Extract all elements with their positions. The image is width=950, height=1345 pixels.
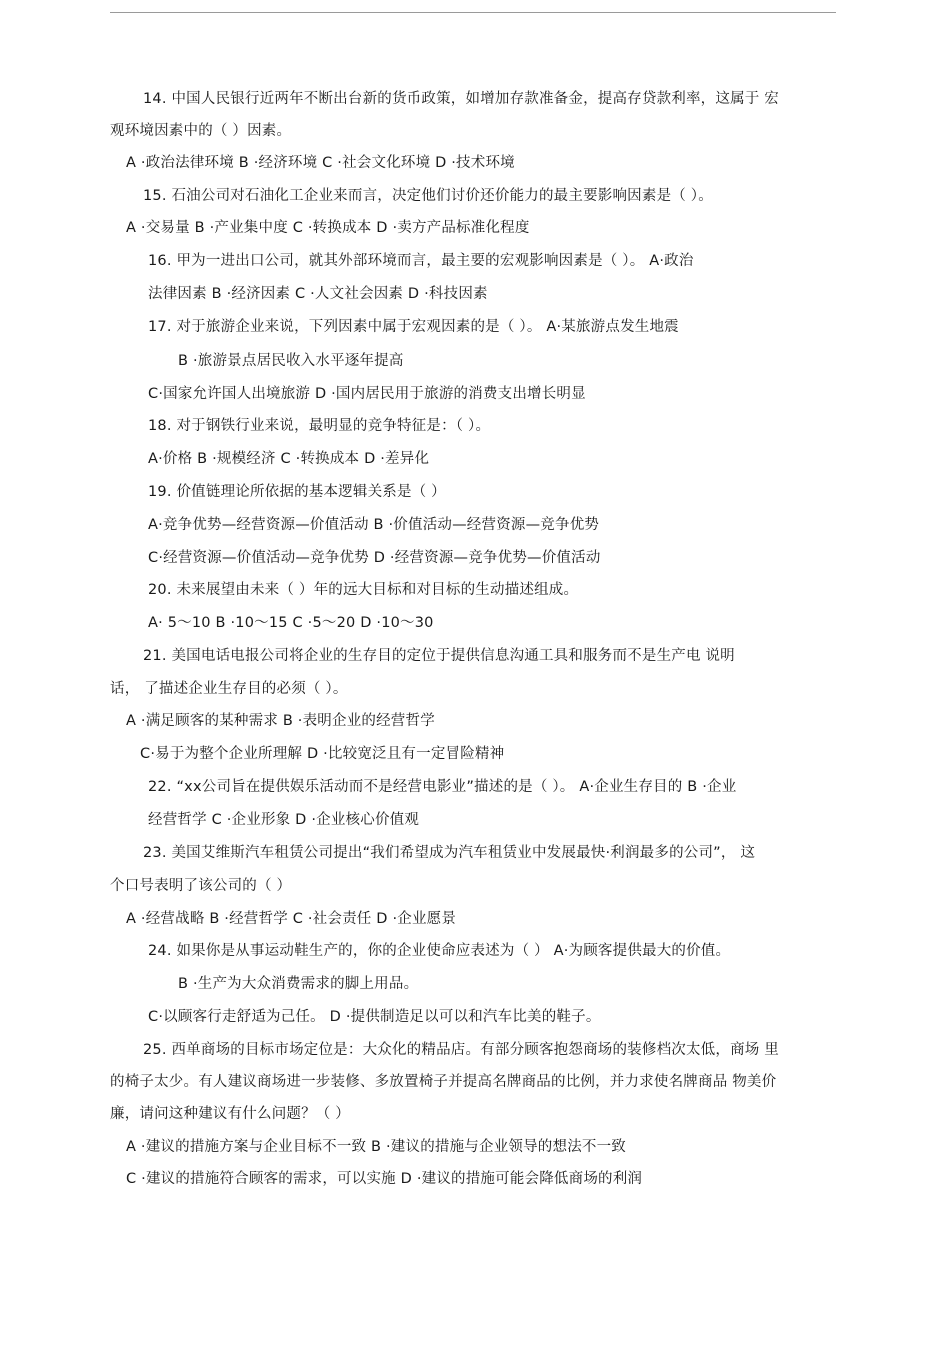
q21-line-1: 21. 美国电话电报公司将企业的生存目的定位于提供信息沟通工具和服务而不是生产电 说明 — [143, 648, 735, 664]
q18-line-1: 18. 对于钢铁行业来说，最明显的竞争特征是：（ ）。 — [148, 418, 491, 434]
q25-line-3: 廉，请问这种建议有什么问题？（ ） — [110, 1106, 351, 1122]
q17-options-cd: C·国家允许国人出境旅游 D ·国内居民用于旅游的消费支出增长明显 — [148, 386, 586, 402]
q25-options-cd: C ·建议的措施符合顾客的需求，可以实施 D ·建议的措施可能会降低商场的利润 — [126, 1171, 643, 1187]
q14-options: A ·政治法律环境 B ·经济环境 C ·社会文化环境 D ·技术环境 — [126, 155, 515, 171]
q16-line-2: 法律因素 B ·经济因素 C ·人文社会因素 D ·科技因素 — [148, 286, 488, 302]
q25-line-1: 25. 西单商场的目标市场定位是：大众化的精品店。有部分顾客抱怨商场的装修档次太低，商场 里 — [143, 1042, 779, 1058]
header-rule — [110, 12, 836, 13]
q14-line-1: 14. 中国人民银行近两年不断出台新的货币政策，如增加存款准备金，提高存贷款利率，这属于 宏 — [143, 91, 779, 107]
q19-options-ab: A·竞争优势—经营资源—价值活动 B ·价值活动—经营资源—竞争优势 — [148, 517, 600, 533]
q19-options-cd: C·经营资源—价值活动—竞争优势 D ·经营资源—竞争优势—价值活动 — [148, 550, 601, 566]
q20-options: A· 5～10 B ·10～15 C ·5～20 D ·10～30 — [148, 615, 434, 631]
q16-line-1: 16. 甲为一进出口公司，就其外部环境而言，最主要的宏观影响因素是（ ）。 A·政治 — [148, 253, 694, 269]
q24-options-cd: C·以顾客行走舒适为己任。 D ·提供制造足以可以和汽车比美的鞋子。 — [148, 1009, 601, 1025]
q22-line-1: 22. “xx公司旨在提供娱乐活动而不是经营电影业”描述的是（ ）。 A·企业生存目的 B ·企业 — [148, 779, 737, 795]
q23-line-1: 23. 美国艾维斯汽车租赁公司提出“我们希望成为汽车租赁业中发展最快·利润最多的公司”， 这 — [143, 845, 756, 861]
q22-line-2: 经营哲学 C ·企业形象 D ·企业核心价值观 — [148, 812, 420, 828]
q17-option-b: B ·旅游景点居民收入水平逐年提高 — [178, 353, 404, 369]
q25-line-2: 的椅子太少。有人建议商场进一步装修、多放置椅子并提高名牌商品的比例，并力求使名牌商品 物美价 — [110, 1074, 777, 1090]
q24-line-1: 24. 如果你是从事运动鞋生产的，你的企业使命应表述为（ ） A·为顾客提供最大的价值。 — [148, 943, 731, 959]
q23-options: A ·经营战略 B ·经营哲学 C ·社会责任 D ·企业愿景 — [126, 911, 457, 927]
q17-line-1: 17. 对于旅游企业来说，下列因素中属于宏观因素的是（ ）。 A·某旅游点发生地震 — [148, 319, 679, 335]
q21-options-ab: A ·满足顾客的某种需求 B ·表明企业的经营哲学 — [126, 713, 435, 729]
q15-line-1: 15. 石油公司对石油化工企业来而言，决定他们讨价还价能力的最主要影响因素是（ ）。 — [143, 188, 713, 204]
q24-option-b: B ·生产为大众消费需求的脚上用品。 — [178, 976, 419, 992]
q14-line-2: 观环境因素中的（ ）因素。 — [110, 123, 292, 139]
q20-line-1: 20. 未来展望由未来（ ）年的远大目标和对目标的生动描述组成。 — [148, 582, 579, 598]
q15-options: A ·交易量 B ·产业集中度 C ·转换成本 D ·卖方产品标准化程度 — [126, 220, 530, 236]
q19-line-1: 19. 价值链理论所依据的基本逻辑关系是（ ） — [148, 484, 446, 500]
q25-options-ab: A ·建议的措施方案与企业目标不一致 B ·建议的措施与企业领导的想法不一致 — [126, 1139, 627, 1155]
q21-line-2: 话， 了描述企业生存目的必须（ ）。 — [110, 681, 348, 697]
q18-options: A·价格 B ·规模经济 C ·转换成本 D ·差异化 — [148, 451, 430, 467]
q21-options-cd: C·易于为整个企业所理解 D ·比较宽泛且有一定冒险精神 — [140, 746, 505, 762]
q23-line-2: 个口号表明了该公司的（ ） — [110, 878, 292, 894]
